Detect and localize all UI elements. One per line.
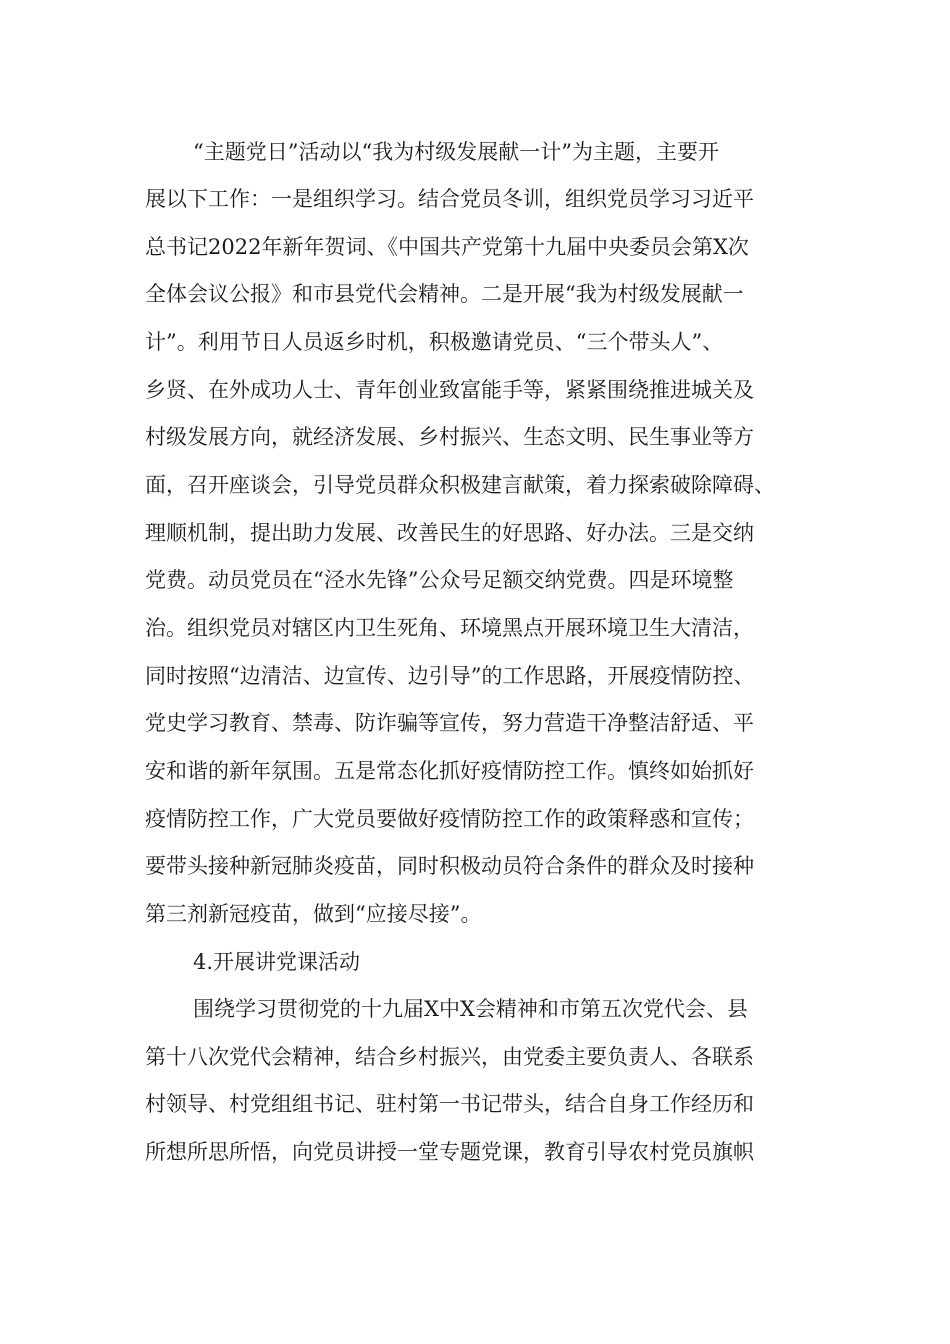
paragraph-line: 计”。利用节日人员返乡时机，积极邀请党员、“三个带头人”、 [145,330,724,354]
section-heading: 4.开展讲党课活动 [193,950,361,974]
paragraph-line: 党费。动员党员在“泾水先锋”公众号足额交纳党费。四是环境整 [145,568,734,592]
paragraph-line: 要带头接种新冠肺炎疫苗，同时积极动员符合条件的群众及时接种 [145,854,754,878]
paragraph-line: 村领导、村党组组书记、驻村第一书记带头，结合自身工作经历和 [145,1092,754,1116]
paragraph-line: 第三剂新冠疫苗，做到“应接尽接”。 [145,902,482,926]
paragraph-line: 同时按照“边清洁、边宣传、边引导”的工作思路，开展疫情防控、 [145,664,755,688]
paragraph-line: 乡贤、在外成功人士、青年创业致富能手等，紧紧围绕推进城关及 [145,378,754,402]
paragraph-line: 展以下工作：一是组织学习。结合党员冬训，组织党员学习习近平 [145,187,754,211]
paragraph-line: 全体会议公报》和市县党代会精神。二是开展“我为村级发展献一 [145,282,744,306]
paragraph-line: 疫情防控工作，广大党员要做好疫情防控工作的政策释惑和宣传； [145,807,754,831]
paragraph-line: 党史学习教育、禁毒、防诈骗等宣传，努力营造干净整洁舒适、平 [145,711,754,735]
paragraph-line: 治。组织党员对辖区内卫生死角、环境黑点开展环境卫生大清洁， [145,616,754,640]
paragraph-line: 理顺机制，提出助力发展、改善民生的好思路、好办法。三是交纳 [145,521,754,545]
paragraph-line: 面，召开座谈会，引导党员群众积极建言献策，着力探索破除障碍、 [145,473,775,497]
paragraph-line: 安和谐的新年氛围。五是常态化抓好疫情防控工作。慎终如始抓好 [145,759,754,783]
paragraph-line: “主题党日”活动以“我为村级发展献一计”为主题，主要开 [193,140,719,164]
paragraph-line: 村级发展方向，就经济发展、乡村振兴、生态文明、民生事业等方 [145,425,754,449]
paragraph-line: 第十八次党代会精神，结合乡村振兴，由党委主要负责人、各联系 [145,1045,754,1069]
paragraph-line: 所想所思所悟，向党员讲授一堂专题党课，教育引导农村党员旗帜 [145,1140,754,1164]
paragraph-line: 总书记2022年新年贺词、《中国共产党第十九届中央委员会第X次 [145,235,749,259]
paragraph-line: 围绕学习贯彻党的十九届X中X会精神和市第五次党代会、县 [193,997,748,1021]
